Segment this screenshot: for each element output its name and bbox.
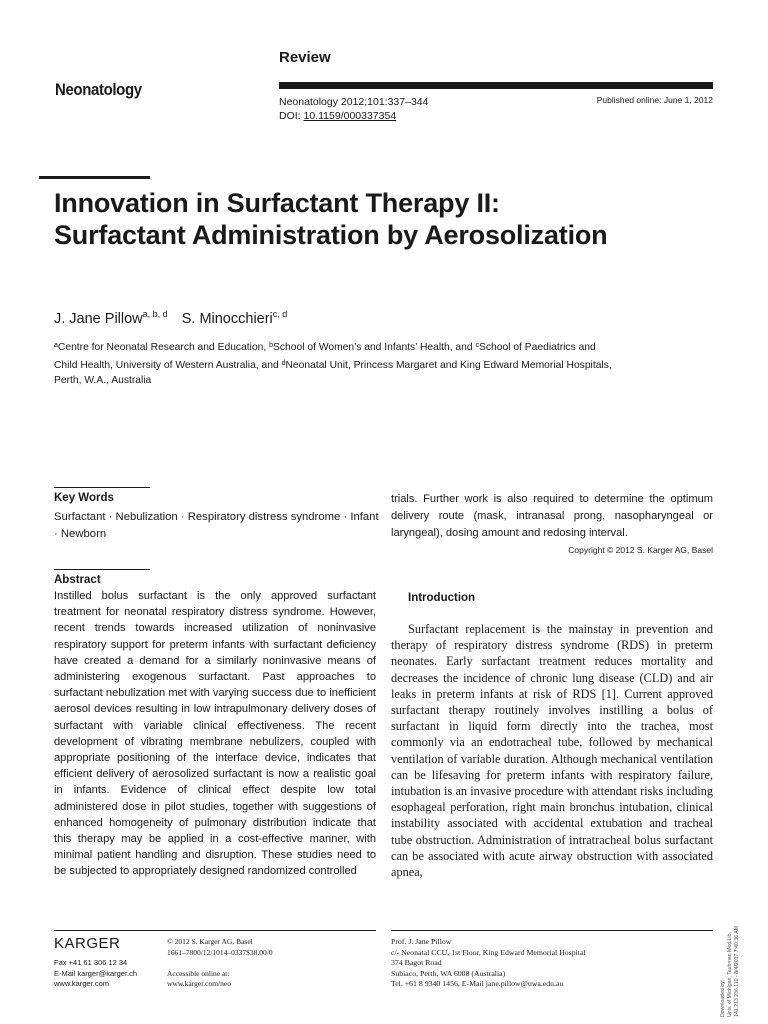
affiliation-text: Centre for Neonatal Research and Education, [57, 342, 270, 353]
keywords-rule [54, 487, 150, 488]
introduction-heading: Introduction [408, 592, 476, 604]
citation-text: Neonatology 2012;101:337–344 [279, 96, 429, 108]
publisher-logo: KARGER [54, 935, 121, 952]
keywords-heading: Key Words [54, 492, 114, 504]
correspondence-contact: Tel. +61 8 9340 1456, E-Mail jane.pillow@uwa.edu.au [391, 979, 564, 988]
keywords-text: Surfactant · Nebulization · Respiratory distress syndrome · Infant · Newborn [54, 511, 379, 540]
introduction-paragraph: Surfactant replacement is the mainstay in prevention and therapy of respiratory distress syndrome (RDS) in preterm neonates. Early surfactant treatment reduces mortality and decreases the incidence of chronic lung disease (CLD) and air leaks in preterm infants at risk of RDS [1]. Current approved surfactant therapy routinely involves instilling a bolus of surfactant in liquid form directly into the trachea, most commonly via an endotracheal tube, followed by mechanical ventilation of variable duration. Although mechanical ventilation can be lifesaving for preterm infants with respiratory failure, intubation is an invasive procedure with attendant risks including esophageal perforation, right main bronchus intubation, clinical instability associated with accidental extubation and tracheal tube obstruction. Administration of intratracheal bolus surfactant can be associated with acute airway obstruction with associated apnea, [391, 622, 713, 880]
correspondence-address [391, 937, 586, 990]
affiliation-text: School of Paediatrics and Child Health, University of Western Australia, and [54, 342, 596, 371]
citation-block [279, 95, 428, 123]
download-note-line: Univ. of Michigan, Taubman Med.Lib. [727, 932, 733, 1017]
abstract-copyright: Copyright © 2012 S. Karger AG, Basel [568, 545, 713, 555]
footer-copyright: © 2012 S. Karger AG, Basel [167, 937, 253, 946]
doi-line [279, 109, 428, 123]
publisher-website[interactable]: www.karger.com [54, 979, 110, 988]
journal-logo: Neonatology [55, 80, 142, 99]
abstract-heading: Abstract [54, 574, 101, 586]
affiliation-label: b [269, 342, 274, 349]
author-name: J. Jane Pillow [54, 311, 143, 327]
affiliation-label: d [281, 359, 286, 367]
issn-block [167, 937, 273, 990]
author-list [54, 309, 287, 327]
doi-link[interactable]: 10.1159/000337354 [303, 110, 397, 122]
correspondence-line: Subiaco, Perth, WA 6008 (Australia) [391, 968, 506, 978]
article-title: Innovation in Surfactant Therapy II: Surfactant Administration by Aerosolization [54, 188, 608, 250]
publisher-email[interactable]: E-Mail karger@karger.ch [54, 968, 138, 978]
abstract-continuation: trials. Further work is also required to determine the optimum delivery route (mask, intranasal prong, nasopharyngeal or laryngeal), dosing amount and redosing interval. [391, 493, 713, 539]
affiliations [54, 338, 614, 389]
doi-prefix: DOI: [279, 110, 304, 122]
publisher-fax: Fax +41 61 306 12 34 [54, 958, 128, 967]
affiliation-text: Neonatal Unit, Princess Margaret and King Edward Memorial Hospitals, Perth, W.A., Australia [54, 359, 612, 386]
author-affiliation-marks: c, d [272, 309, 288, 319]
download-note-line: Downloaded by: [720, 979, 726, 1017]
abstract-text: Instilled bolus surfactant is the only approved surfactant treatment for neonatal respiratory distress syndrome. However, recent trends towards increased utilization of noninvasive respiratory support for preterm infants with surfactant deficiency have created a demand for a similarly noninvasive means of administering exogenous surfactant. Past approaches to surfactant nebulization met with varying success due to inefficient aerosol devices resulting in low intrapulmonary delivery doses of surfactant with variable clinical effectiveness. The recent development of vibrating membrane nebulizers, coupled with appropriate positioning of the interface device, indicates that efficient delivery of aerosolized surfactant is now a realistic goal in infants. Evidence of clinical effect despite low total administered dose in pilot studies, together with suggestions of enhanced homogeneity of pulmonary distribution indicate that this therapy may be applied in a cost-effective manner, with minimal patient handling and disruption. These studies need to be subjected to appropriately designed randomized controlled [54, 590, 376, 878]
issn-text: 1661–7800/12/1014–0337$38.00/0 [167, 947, 273, 957]
header-rule [279, 82, 713, 89]
correspondence-line: 374 Bagot Road [391, 958, 442, 967]
author-name: S. Minocchieri [181, 311, 273, 327]
author-affiliation-marks: a, b, d [142, 309, 168, 319]
download-note [718, 893, 768, 1019]
publisher-contact [54, 958, 137, 990]
download-note-line: 141.213.236.110 - 8/4/2017 7:40:36 AM [734, 925, 740, 1017]
affiliation-label: a [54, 342, 58, 349]
title-rule [39, 176, 150, 179]
affiliation-label: c [475, 342, 479, 349]
correspondence-name: Prof. J. Jane Pillow [391, 937, 452, 946]
accessible-label: Accessible online at: [167, 968, 230, 978]
article-type-label: Review [279, 49, 331, 66]
footer-rule [54, 930, 376, 931]
correspondence-line: c/- Neonatal CCU, 1st Floor, King Edward Memorial Hospital [391, 947, 586, 957]
footer-rule [391, 930, 713, 931]
journal-url[interactable]: www.karger.com/neo [167, 979, 231, 988]
introduction-text [391, 621, 713, 880]
affiliation-text: School of Women’s and Infants’ Health, and [273, 342, 476, 353]
abstract-rule [54, 569, 150, 570]
published-date: Published online: June 1, 2012 [596, 95, 713, 105]
